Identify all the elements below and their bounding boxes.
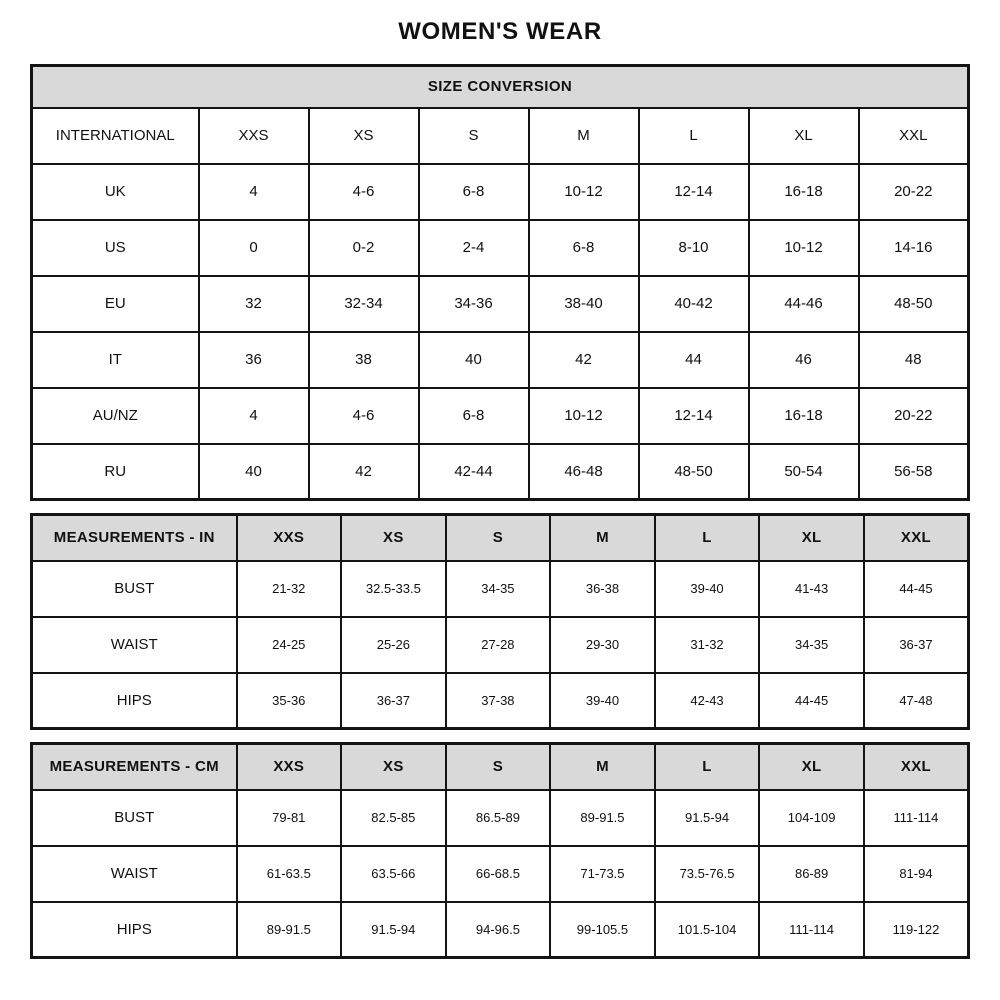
value-cell: 44-45 bbox=[759, 673, 864, 729]
size-conversion-row bbox=[32, 276, 969, 332]
value-cell: 8-10 bbox=[639, 220, 749, 276]
value-cell: 35-36 bbox=[237, 673, 342, 729]
value-cell: 6-8 bbox=[419, 388, 529, 444]
value-cell: 4 bbox=[199, 164, 309, 220]
value-cell: 99-105.5 bbox=[550, 902, 655, 958]
value-cell: 63.5-66 bbox=[341, 846, 446, 902]
value-cell: 40 bbox=[419, 332, 529, 388]
value-cell: 50-54 bbox=[749, 444, 859, 500]
value-cell: 4-6 bbox=[309, 164, 419, 220]
value-cell: 16-18 bbox=[749, 388, 859, 444]
row-label: WAIST bbox=[32, 846, 237, 902]
measurement-row bbox=[32, 617, 969, 673]
value-cell: 79-81 bbox=[237, 790, 342, 846]
row-label: BUST bbox=[32, 790, 237, 846]
value-cell: 48 bbox=[859, 332, 969, 388]
row-label: EU bbox=[32, 276, 199, 332]
size-header-cell: XXS bbox=[237, 744, 342, 790]
value-cell: 12-14 bbox=[639, 388, 749, 444]
measurements-cm-header-row bbox=[32, 744, 969, 790]
row-label: AU/NZ bbox=[32, 388, 199, 444]
size-conversion-table bbox=[30, 64, 970, 501]
value-cell: 44-46 bbox=[749, 276, 859, 332]
measurement-row bbox=[32, 902, 969, 958]
value-cell: 0-2 bbox=[309, 220, 419, 276]
measurements-cm-title: MEASUREMENTS - CM bbox=[32, 744, 237, 790]
size-conversion-header-row bbox=[32, 108, 969, 164]
row-label: RU bbox=[32, 444, 199, 500]
value-cell: 24-25 bbox=[237, 617, 342, 673]
measurement-row bbox=[32, 790, 969, 846]
size-header-cell: XXL bbox=[864, 515, 969, 561]
size-conversion-title-row bbox=[32, 66, 969, 108]
value-cell: 86-89 bbox=[759, 846, 864, 902]
size-header-cell: L bbox=[655, 744, 760, 790]
value-cell: 4 bbox=[199, 388, 309, 444]
value-cell: 39-40 bbox=[550, 673, 655, 729]
value-cell: 10-12 bbox=[529, 164, 639, 220]
size-header-cell: XS bbox=[341, 515, 446, 561]
size-conversion-row bbox=[32, 388, 969, 444]
value-cell: 89-91.5 bbox=[237, 902, 342, 958]
value-cell: 32 bbox=[199, 276, 309, 332]
value-cell: 34-35 bbox=[446, 561, 551, 617]
measurements-in-table bbox=[30, 513, 970, 730]
value-cell: 73.5-76.5 bbox=[655, 846, 760, 902]
size-header-cell: XL bbox=[749, 108, 859, 164]
value-cell: 44 bbox=[639, 332, 749, 388]
value-cell: 32-34 bbox=[309, 276, 419, 332]
value-cell: 47-48 bbox=[864, 673, 969, 729]
size-conversion-row bbox=[32, 332, 969, 388]
value-cell: 25-26 bbox=[341, 617, 446, 673]
size-header-cell: XXS bbox=[199, 108, 309, 164]
value-cell: 42 bbox=[529, 332, 639, 388]
size-header-cell: M bbox=[550, 744, 655, 790]
measurement-row bbox=[32, 561, 969, 617]
value-cell: 37-38 bbox=[446, 673, 551, 729]
value-cell: 20-22 bbox=[859, 164, 969, 220]
value-cell: 71-73.5 bbox=[550, 846, 655, 902]
value-cell: 4-6 bbox=[309, 388, 419, 444]
value-cell: 36-37 bbox=[864, 617, 969, 673]
value-cell: 82.5-85 bbox=[341, 790, 446, 846]
size-conversion-row bbox=[32, 444, 969, 500]
value-cell: 91.5-94 bbox=[655, 790, 760, 846]
value-cell: 34-36 bbox=[419, 276, 529, 332]
value-cell: 111-114 bbox=[759, 902, 864, 958]
value-cell: 29-30 bbox=[550, 617, 655, 673]
row-label: BUST bbox=[32, 561, 237, 617]
page-title: WOMEN'S WEAR bbox=[398, 18, 602, 45]
value-cell: 10-12 bbox=[529, 388, 639, 444]
size-header-cell: XXL bbox=[859, 108, 969, 164]
size-header-cell: M bbox=[550, 515, 655, 561]
value-cell: 0 bbox=[199, 220, 309, 276]
row-label: IT bbox=[32, 332, 199, 388]
size-header-cell: S bbox=[446, 744, 551, 790]
value-cell: 42-44 bbox=[419, 444, 529, 500]
value-cell: 38-40 bbox=[529, 276, 639, 332]
size-header-cell: L bbox=[655, 515, 760, 561]
size-header-cell: XXS bbox=[237, 515, 342, 561]
value-cell: 31-32 bbox=[655, 617, 760, 673]
value-cell: 36-38 bbox=[550, 561, 655, 617]
measurements-in-title: MEASUREMENTS - IN bbox=[32, 515, 237, 561]
size-header-cell: INTERNATIONAL bbox=[32, 108, 199, 164]
value-cell: 34-35 bbox=[759, 617, 864, 673]
value-cell: 12-14 bbox=[639, 164, 749, 220]
size-header-cell: M bbox=[529, 108, 639, 164]
size-conversion-row bbox=[32, 220, 969, 276]
value-cell: 89-91.5 bbox=[550, 790, 655, 846]
value-cell: 6-8 bbox=[419, 164, 529, 220]
value-cell: 21-32 bbox=[237, 561, 342, 617]
size-header-cell: XS bbox=[309, 108, 419, 164]
size-header-cell: S bbox=[446, 515, 551, 561]
value-cell: 36 bbox=[199, 332, 309, 388]
value-cell: 91.5-94 bbox=[341, 902, 446, 958]
size-conversion-row bbox=[32, 164, 969, 220]
size-header-cell: XL bbox=[759, 515, 864, 561]
value-cell: 61-63.5 bbox=[237, 846, 342, 902]
value-cell: 48-50 bbox=[859, 276, 969, 332]
size-header-cell: XS bbox=[341, 744, 446, 790]
value-cell: 32.5-33.5 bbox=[341, 561, 446, 617]
measurement-row bbox=[32, 673, 969, 729]
row-label: HIPS bbox=[32, 902, 237, 958]
row-label: WAIST bbox=[32, 617, 237, 673]
value-cell: 2-4 bbox=[419, 220, 529, 276]
value-cell: 40 bbox=[199, 444, 309, 500]
size-header-cell: L bbox=[639, 108, 749, 164]
value-cell: 41-43 bbox=[759, 561, 864, 617]
value-cell: 86.5-89 bbox=[446, 790, 551, 846]
measurement-row bbox=[32, 846, 969, 902]
value-cell: 27-28 bbox=[446, 617, 551, 673]
value-cell: 16-18 bbox=[749, 164, 859, 220]
value-cell: 14-16 bbox=[859, 220, 969, 276]
value-cell: 20-22 bbox=[859, 388, 969, 444]
value-cell: 46 bbox=[749, 332, 859, 388]
size-header-cell: S bbox=[419, 108, 529, 164]
value-cell: 42-43 bbox=[655, 673, 760, 729]
value-cell: 119-122 bbox=[864, 902, 969, 958]
value-cell: 10-12 bbox=[749, 220, 859, 276]
value-cell: 42 bbox=[309, 444, 419, 500]
value-cell: 56-58 bbox=[859, 444, 969, 500]
value-cell: 66-68.5 bbox=[446, 846, 551, 902]
value-cell: 104-109 bbox=[759, 790, 864, 846]
value-cell: 38 bbox=[309, 332, 419, 388]
row-label: HIPS bbox=[32, 673, 237, 729]
size-conversion-body bbox=[32, 164, 969, 500]
value-cell: 48-50 bbox=[639, 444, 749, 500]
value-cell: 111-114 bbox=[864, 790, 969, 846]
measurements-in-body bbox=[32, 561, 969, 729]
measurements-cm-table bbox=[30, 742, 970, 959]
value-cell: 39-40 bbox=[655, 561, 760, 617]
measurements-in-header-row bbox=[32, 515, 969, 561]
value-cell: 6-8 bbox=[529, 220, 639, 276]
value-cell: 46-48 bbox=[529, 444, 639, 500]
size-conversion-title: SIZE CONVERSION bbox=[32, 66, 969, 108]
value-cell: 94-96.5 bbox=[446, 902, 551, 958]
size-header-cell: XL bbox=[759, 744, 864, 790]
size-header-cell: XXL bbox=[864, 744, 969, 790]
measurements-cm-body bbox=[32, 790, 969, 958]
row-label: US bbox=[32, 220, 199, 276]
value-cell: 81-94 bbox=[864, 846, 969, 902]
value-cell: 40-42 bbox=[639, 276, 749, 332]
value-cell: 101.5-104 bbox=[655, 902, 760, 958]
value-cell: 36-37 bbox=[341, 673, 446, 729]
row-label: UK bbox=[32, 164, 199, 220]
value-cell: 44-45 bbox=[864, 561, 969, 617]
